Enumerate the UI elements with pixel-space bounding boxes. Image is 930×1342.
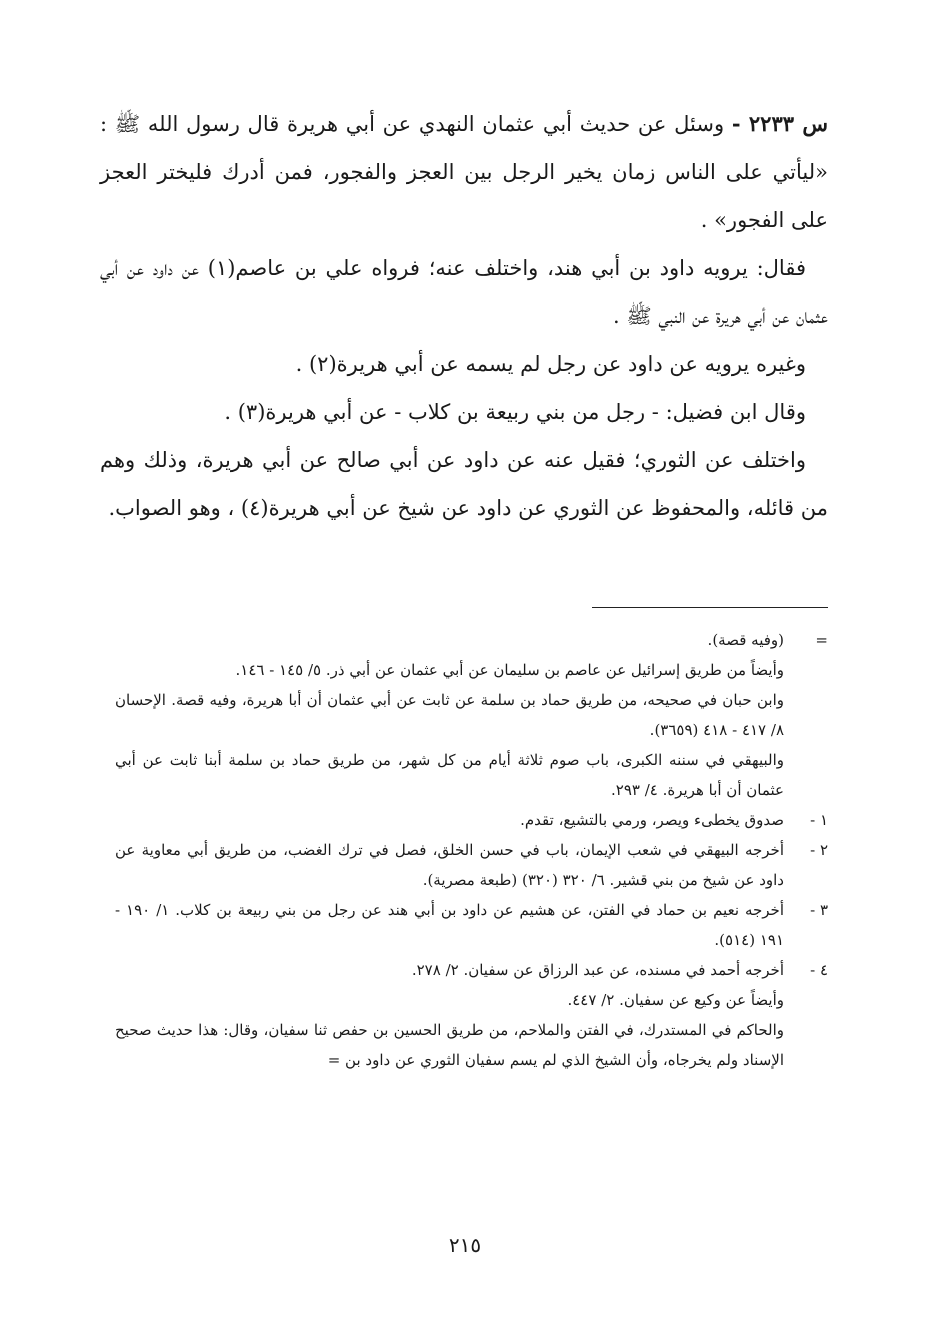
answer-paragraph: وغيره يرويه عن داود عن رجل لم يسمه عن أبي هريرة(٢) . <box>295 352 806 376</box>
footnote-marker: ٤ - <box>810 961 828 979</box>
footnote-line: والحاكم في المستدرك، في الفتن والملاحم، من طريق الحسين بن حفص ثنا سفيان، وقال: هذا حديث صحيح الإسناد ولم يخرجاه، وأن الشيخ الذي لم يسم سفيان الثوري عن داود بن = <box>115 1021 784 1069</box>
footnote-body <box>115 835 784 895</box>
footnote-marker: = <box>815 631 828 649</box>
footnote-line: أخرجه البيهقي في شعب الإيمان، باب في حسن الخلق، فصل في ترك الغضب، من طريق أبي معاوية عن داود عن شيخ من بني قشير. ٦/ ٣٢٠ (٣٢٠) (طبعة مصرية). <box>115 841 784 889</box>
footnote-marker: ٣ - <box>810 901 828 919</box>
footnote-line: صدوق يخطىء ويصر، ورمي بالتشيع، تقدم. <box>520 811 784 829</box>
footnote-divider <box>592 607 828 608</box>
footnote-line: وابن حبان في صحيحه، من طريق حماد بن سلمة عن ثابت عن أبي عثمان أن أبا هريرة، وفيه قصة. الإحسان ٨/ ٤١٧ - ٤١٨ (٣٦٥٩). <box>115 691 784 739</box>
footnote-marker: ١ - <box>810 811 828 829</box>
question-number: س ٢٢٣٣ - <box>731 111 828 136</box>
footnote-line: والبيهقي في سننه الكبرى، باب صوم ثلاثة أيام من كل شهر، من طريق حماد بن سلمة أبنا ثابت عن أبي عثمان أن أبا هريرة. ٤/ ٢٩٣. <box>115 751 784 799</box>
footnotes <box>115 625 828 1075</box>
answer-paragraph: وقال ابن فضيل: - رجل من بني ربيعة بن كلاب - عن أبي هريرة(٣) . <box>224 400 806 424</box>
page-number: ٢١٥ <box>448 1233 482 1257</box>
answer-paragraph: فقال: يرويه داود بن أبي هند، واختلف عنه؛ فرواه علي بن عاصم(١) عن داود عن أبي عثمان عن أبي هريرة عن النبي ﷺ . <box>100 256 828 328</box>
footnote-line: (وفيه قصة). <box>707 631 784 649</box>
footnote-body <box>115 805 784 835</box>
footnote-line: أخرجه نعيم بن حماد في الفتن، عن هشيم عن داود بن أبي هند عن رجل من بني ربيعة بن كلاب. ١/ ١٩٠ - ١٩١ (٥١٤). <box>115 901 785 949</box>
footnote-3 <box>115 895 828 955</box>
question-text: وسئل عن حديث أبي عثمان النهدي عن أبي هريرة قال رسول الله ﷺ : «ليأتي على الناس زمان يخير الرجل بين العجز والفجور، فمن أدرك فليختر العجز على الفجور» . <box>100 112 828 232</box>
footnote-marker: ٢ - <box>810 841 828 859</box>
footnote-1 <box>115 805 828 835</box>
footnote-4 <box>115 955 828 1075</box>
footnote-body <box>115 895 784 955</box>
footnote-2 <box>115 835 828 895</box>
footnote-continuation <box>115 625 828 805</box>
main-text <box>100 100 828 532</box>
footnote-body <box>115 955 784 1075</box>
footnote-line: وأيضاً من طريق إسرائيل عن عاصم بن سليمان عن أبي عثمان عن أبي ذر. ٥/ ١٤٥ - ١٤٦. <box>235 661 784 679</box>
footnote-line: وأيضاً عن وكيع عن سفيان. ٢/ ٤٤٧. <box>567 991 784 1009</box>
answer-paragraph: واختلف عن الثوري؛ فقيل عنه عن داود عن أبي صالح عن أبي هريرة، وذلك وهم من قائله، والمحفوظ عن الثوري عن داود عن شيخ عن أبي هريرة(٤) ، وهو الصواب. <box>100 448 828 520</box>
footnote-line: أخرجه أحمد في مسنده، عن عبد الرزاق عن سفيان. ٢/ ٢٧٨. <box>411 961 784 979</box>
footnote-body <box>115 625 784 805</box>
question-paragraph <box>100 100 828 244</box>
